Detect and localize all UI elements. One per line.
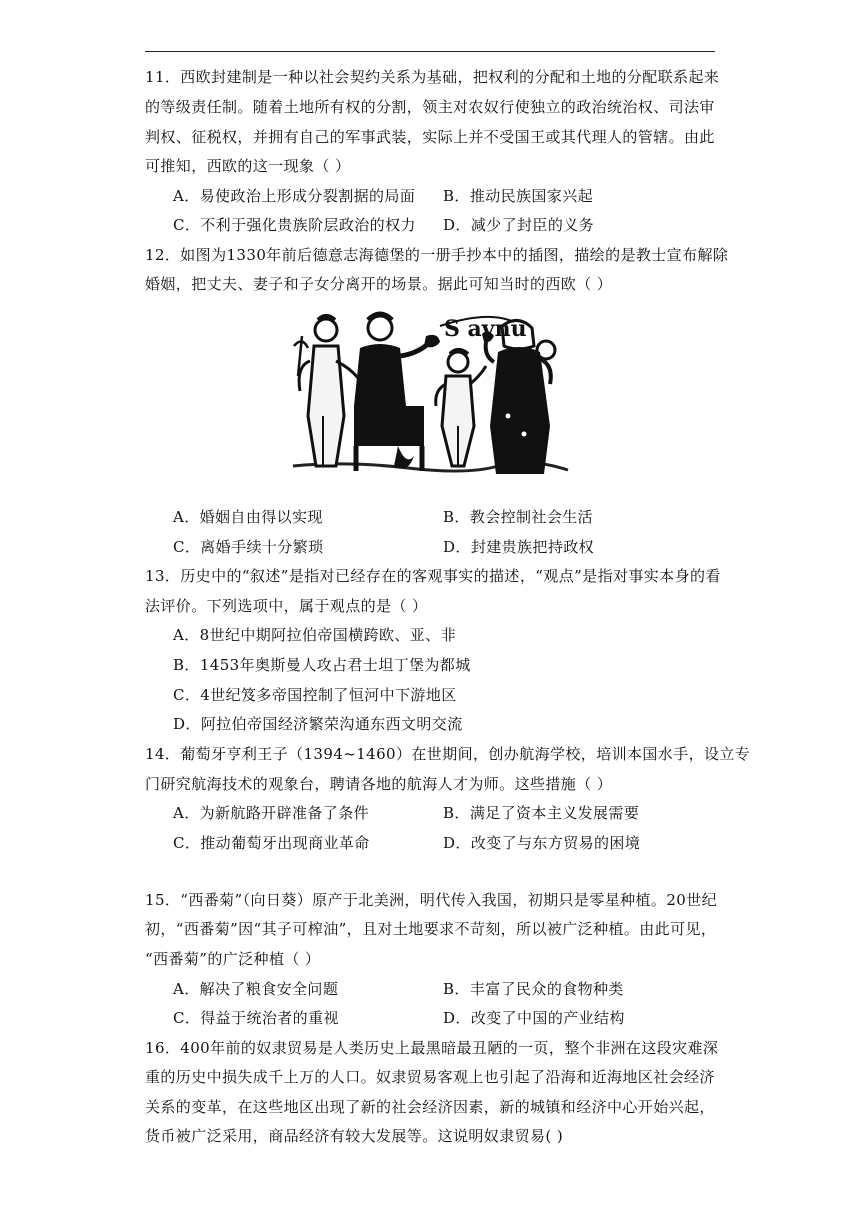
q11-option-a: A．易使政治上形成分裂割据的局面 [173, 187, 416, 205]
husband-figure [294, 316, 358, 466]
q15-option-c: C．得益于统治者的重视 [173, 1009, 339, 1027]
q12-stem-line-1: 12．如图为1330年前后德意志海德堡的一册手抄本中的插图，描绘的是教士宣布解除 [145, 246, 729, 264]
q14-stem-line-1: 14．葡萄牙亨利王子（1394~1460）在世期间，创办航海学校，培训本国水手，设立专 [145, 745, 751, 763]
q14-stem-line-2: 门研究航海技术的观象台，聘请各地的航海人才为师。这些措施（ ） [145, 775, 613, 793]
q15-option-b: B．丰富了民众的食物种类 [443, 980, 624, 998]
q11-stem-line-4: 可推知，西欧的这一现象（ ） [145, 157, 351, 175]
q12-option-b: B．教会控制社会生活 [443, 508, 594, 526]
q15-stem-line-1: 15．“西番菊”（向日葵）原产于北美洲，明代传入我国，初期只是零星种植。20世纪 [145, 891, 718, 909]
header-rule [145, 51, 715, 52]
q14-option-c: C．推动葡萄牙出现商业革命 [173, 834, 370, 852]
q15-option-a: A．解决了粮食安全问题 [173, 980, 339, 998]
q13-option-c: C．4世纪笈多帝国控制了恒河中下游地区 [173, 686, 457, 704]
q13-option-d: D．阿拉伯帝国经济繁荣沟通东西文明交流 [173, 715, 463, 733]
q13-option-b: B．1453年奥斯曼人攻占君士坦丁堡为都城 [173, 656, 471, 674]
q11-stem-line-1: 11．西欧封建制是一种以社会契约关系为基础，把权利的分配和土地的分配联系起来 [145, 68, 720, 86]
q15-stem-line-3: “西番菊”的广泛种植（ ） [145, 950, 321, 968]
q12-option-a: A．婚姻自由得以实现 [173, 508, 323, 526]
q16-stem-line-1: 16．400年前的奴隶贸易是人类历史上最黑暗最丑陋的一页，整个非洲在这段灾难深 [145, 1039, 719, 1057]
manuscript-illustration [288, 306, 570, 484]
q15-stem-line-2: 初，“西番菊”因“其子可榨油”，且对土地要求不苛刻，所以被广泛种植。由此可见， [145, 920, 717, 938]
wife-figure [482, 320, 555, 474]
q16-stem-line-2: 重的历史中损失成千上万的人口。奴隶贸易客观上也引起了沿海和近海地区社会经济 [145, 1068, 715, 1086]
q13-option-a: A．8世纪中期阿拉伯帝国横跨欧、亚、非 [173, 626, 456, 644]
q14-option-d: D．改变了与东方贸易的困境 [443, 834, 641, 852]
q13-stem-line-1: 13．历史中的“叙述”是指对已经存在的客观事实的描述，“观点”是指对事实本身的看 [145, 567, 721, 585]
q16-stem-line-4: 货币被广泛采用，商品经济有较大发展等。这说明奴隶贸易( ) [145, 1127, 564, 1145]
q14-option-b: B．满足了资本主义发展需要 [443, 804, 640, 822]
q11-option-b: B．推动民族国家兴起 [443, 187, 594, 205]
q13-stem-line-2: 法评价。下列选项中，属于观点的是（ ） [145, 597, 428, 615]
banner-lettering: S avnu [444, 316, 527, 342]
q12-option-d: D．封建贵族把持政权 [443, 538, 595, 556]
q15-option-d: D．改变了中国的产业结构 [443, 1009, 625, 1027]
q11-option-d: D．减少了封臣的义务 [443, 216, 595, 234]
q11-stem-line-3: 判权、征税权，并拥有自己的军事武装，实际上并不受国王或其代理人的管辖。由此 [145, 128, 715, 146]
q14-option-a: A．为新航路开辟准备了条件 [173, 804, 370, 822]
child-figure [436, 350, 486, 466]
q11-stem-line-2: 的等级责任制。随着土地所有权的分割，领主对农奴行使独立的政治统治权、司法审 [145, 98, 715, 116]
cleric-figure [354, 314, 440, 471]
q12-stem-line-2: 婚姻，把丈夫、妻子和子女分离开的场景。据此可知当时的西欧（ ） [145, 275, 613, 293]
q12-option-c: C．离婚手续十分繁琐 [173, 538, 324, 556]
q16-stem-line-3: 关系的变革，在这些地区出现了新的社会经济因素，新的城镇和经济中心开始兴起， [145, 1098, 715, 1116]
q11-option-c: C．不利于强化贵族阶层政治的权力 [173, 216, 416, 234]
